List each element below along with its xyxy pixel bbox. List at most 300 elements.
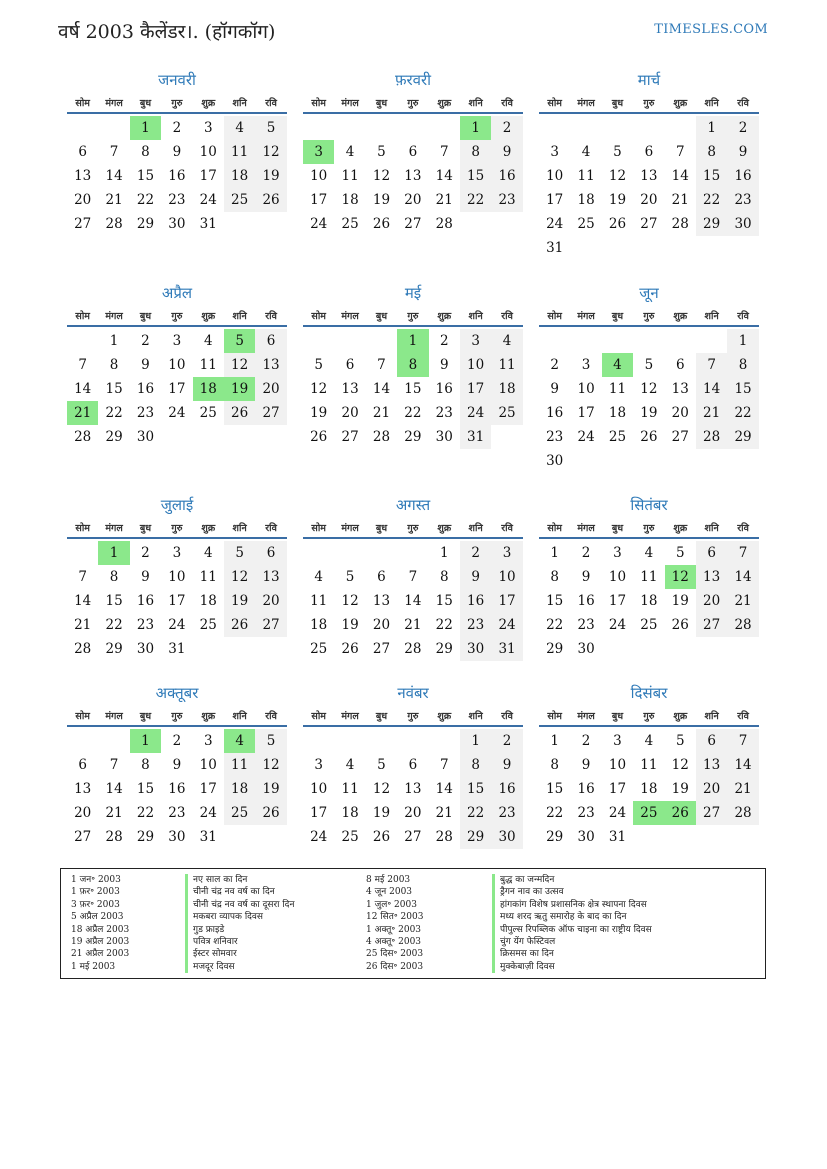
weekday-label: रवि <box>737 98 749 109</box>
day-cell: 13 <box>341 381 359 397</box>
day-cell: 28 <box>671 216 689 232</box>
weekday-label: शुक्र <box>201 98 216 109</box>
day-cell: 16 <box>435 381 453 397</box>
day-cell: 16 <box>546 405 564 421</box>
day-cell: 27 <box>404 216 422 232</box>
day-cell: 20 <box>341 405 359 421</box>
weekday-header <box>539 309 759 327</box>
day-cell: 28 <box>435 829 453 845</box>
day-cell: 1 <box>727 329 758 353</box>
day-cell: 24 <box>199 805 217 821</box>
day-cell: 5 <box>644 357 654 373</box>
weekday-label: शनि <box>704 711 719 722</box>
day-cell: 15 <box>136 168 155 184</box>
day-cell: 8 <box>696 140 727 164</box>
day-cell: 9 <box>727 140 758 164</box>
day-cell: 30 <box>577 641 595 657</box>
holiday-list-item: 8 मई 2003 <box>366 875 411 885</box>
day-cell: 26 <box>310 429 328 445</box>
day-grid <box>303 329 523 449</box>
holiday-day-cell: 26 <box>665 801 696 825</box>
day-cell: 8 <box>460 753 491 777</box>
day-cell: 29 <box>460 825 491 849</box>
empty-day-cell <box>429 729 460 753</box>
day-cell: 23 <box>491 801 522 825</box>
weekday-label: बुध <box>139 98 152 109</box>
holiday-list-item: मुक्केबाज़ी दिवस <box>492 961 652 973</box>
empty-day-cell <box>303 329 334 353</box>
day-grid <box>539 116 759 260</box>
day-cell: 14 <box>74 381 92 397</box>
day-cell: 23 <box>168 192 186 208</box>
day-cell: 21 <box>74 617 92 633</box>
day-cell: 12 <box>372 168 391 184</box>
day-cell: 28 <box>74 429 92 445</box>
month-name: जुलाई <box>160 496 194 514</box>
empty-day-cell <box>366 541 397 565</box>
day-cell: 16 <box>460 589 491 613</box>
day-cell: 18 <box>341 192 359 208</box>
weekday-label: गुरु <box>643 311 655 322</box>
weekday-label: शुक्र <box>673 711 688 722</box>
day-cell: 30 <box>727 212 758 236</box>
day-cell: 21 <box>435 805 453 821</box>
day-cell: 13 <box>640 168 658 184</box>
day-cell: 30 <box>136 429 155 445</box>
empty-day-cell <box>429 116 460 140</box>
holiday-list-item: गुड फ्राइडे <box>185 924 294 936</box>
day-cell: 8 <box>109 569 119 585</box>
day-cell: 15 <box>546 781 564 797</box>
month-name: दिसंबर <box>630 684 668 702</box>
weekday-label: रवि <box>737 711 749 722</box>
day-cell: 18 <box>224 777 255 801</box>
holiday-day-cell: 3 <box>303 140 334 164</box>
day-cell: 3 <box>203 120 213 136</box>
day-cell: 5 <box>377 144 386 160</box>
day-cell: 14 <box>435 168 453 184</box>
day-cell: 19 <box>224 589 255 613</box>
day-cell: 1 <box>696 116 727 140</box>
weekday-label: सोम <box>547 523 562 534</box>
holiday-list-item: पवित्र शनिवार <box>185 936 294 948</box>
weekday-header <box>67 521 287 539</box>
day-cell: 3 <box>172 333 182 349</box>
day-cell: 25 <box>341 216 359 232</box>
day-cell: 10 <box>608 569 627 585</box>
day-cell: 5 <box>345 569 355 585</box>
month-calendar <box>303 495 523 661</box>
day-cell: 26 <box>255 801 286 825</box>
day-cell: 5 <box>314 357 323 373</box>
day-cell: 23 <box>168 805 186 821</box>
month-name: नवंबर <box>397 684 429 702</box>
day-cell: 14 <box>404 593 422 609</box>
day-cell: 21 <box>727 777 758 801</box>
day-cell: 24 <box>577 429 595 445</box>
day-cell: 10 <box>546 168 564 184</box>
day-cell: 15 <box>404 381 422 397</box>
day-cell: 18 <box>640 781 658 797</box>
day-cell: 9 <box>460 565 491 589</box>
holiday-list-item: ईस्टर सोमवार <box>185 948 294 960</box>
weekday-header <box>67 309 287 327</box>
weekday-label: सोम <box>311 523 326 534</box>
day-cell: 19 <box>255 164 286 188</box>
holiday-names-left <box>185 874 294 973</box>
day-cell: 15 <box>727 377 758 401</box>
weekday-label: मंगल <box>341 311 359 322</box>
day-cell: 26 <box>671 617 689 633</box>
day-cell: 7 <box>727 541 758 565</box>
holiday-list-item: 5 अप्रैल 2003 <box>71 912 124 923</box>
day-cell: 20 <box>404 192 422 208</box>
holiday-day-cell: 18 <box>193 377 224 401</box>
day-cell: 31 <box>460 425 491 449</box>
month-name: सितंबर <box>630 496 668 514</box>
day-cell: 2 <box>491 116 522 140</box>
day-cell: 16 <box>577 593 595 609</box>
day-cell: 17 <box>608 781 627 797</box>
day-cell: 11 <box>640 757 658 773</box>
day-cell: 12 <box>255 140 286 164</box>
day-cell: 6 <box>408 757 418 773</box>
day-cell: 9 <box>439 357 449 373</box>
empty-day-cell <box>696 329 727 353</box>
day-cell: 4 <box>224 116 255 140</box>
day-cell: 28 <box>372 429 391 445</box>
day-cell: 20 <box>640 192 658 208</box>
day-cell: 13 <box>74 781 92 797</box>
day-cell: 10 <box>310 781 328 797</box>
weekday-label: बुध <box>139 523 152 534</box>
weekday-header <box>303 521 523 539</box>
weekday-label: बुध <box>375 311 388 322</box>
day-cell: 22 <box>546 617 564 633</box>
day-cell: 10 <box>577 381 595 397</box>
day-cell: 14 <box>105 168 123 184</box>
holiday-list-item: 12 सित॰ 2003 <box>366 912 424 923</box>
day-cell: 30 <box>168 829 186 845</box>
day-cell: 19 <box>608 192 627 208</box>
weekday-header <box>539 96 759 114</box>
weekday-label: सोम <box>311 311 326 322</box>
day-cell: 23 <box>546 429 564 445</box>
day-cell: 17 <box>168 593 186 609</box>
day-cell: 21 <box>696 401 727 425</box>
holiday-day-cell: 1 <box>397 329 428 353</box>
day-cell: 23 <box>136 617 155 633</box>
day-grid <box>303 116 523 236</box>
day-cell: 16 <box>577 781 595 797</box>
weekday-label: गुरु <box>171 711 183 722</box>
month-name: जनवरी <box>158 71 196 89</box>
holiday-list-item: पीपुल्स रिपब्लिक ऑफ चाइना का राष्ट्रीय दिवस <box>492 924 652 936</box>
day-cell: 10 <box>168 357 186 373</box>
day-cell: 16 <box>168 168 186 184</box>
holiday-list-item: 19 अप्रैल 2003 <box>71 936 130 947</box>
weekday-label: गुरु <box>171 98 183 109</box>
day-cell: 4 <box>345 144 355 160</box>
day-cell: 31 <box>491 637 522 661</box>
day-cell: 13 <box>74 168 92 184</box>
weekday-label: बुध <box>375 711 388 722</box>
day-cell: 1 <box>550 733 559 749</box>
weekday-header <box>67 709 287 727</box>
day-cell: 4 <box>644 733 654 749</box>
day-cell: 7 <box>408 569 418 585</box>
day-cell: 12 <box>671 757 689 773</box>
weekday-label: शनि <box>468 711 483 722</box>
weekday-label: शनि <box>704 523 719 534</box>
day-cell: 27 <box>696 613 727 637</box>
day-cell: 27 <box>696 801 727 825</box>
day-cell: 3 <box>314 757 323 773</box>
day-cell: 2 <box>141 545 150 561</box>
empty-day-cell <box>98 116 129 140</box>
day-cell: 5 <box>255 729 286 753</box>
day-cell: 24 <box>491 613 522 637</box>
month-calendar <box>303 283 523 449</box>
weekday-label: सोम <box>75 711 90 722</box>
day-cell: 23 <box>460 613 491 637</box>
day-cell: 11 <box>341 168 359 184</box>
weekday-label: बुध <box>375 98 388 109</box>
holiday-list-item: 4 जून 2003 <box>366 887 413 898</box>
day-cell: 13 <box>404 168 422 184</box>
day-grid <box>539 729 759 849</box>
day-cell: 16 <box>727 164 758 188</box>
empty-day-cell <box>303 729 334 753</box>
day-cell: 8 <box>727 353 758 377</box>
day-cell: 2 <box>727 116 758 140</box>
day-cell: 15 <box>105 381 123 397</box>
holiday-list-item: 25 दिस॰ 2003 <box>366 949 424 960</box>
weekday-label: रवि <box>265 711 277 722</box>
weekday-label: शनि <box>232 711 247 722</box>
day-cell: 24 <box>168 617 186 633</box>
day-cell: 15 <box>546 593 564 609</box>
empty-day-cell <box>366 329 397 353</box>
weekday-label: शुक्र <box>437 711 452 722</box>
empty-day-cell <box>366 729 397 753</box>
day-cell: 21 <box>372 405 391 421</box>
day-cell: 14 <box>105 781 123 797</box>
weekday-header <box>67 96 287 114</box>
day-cell: 18 <box>341 805 359 821</box>
day-cell: 21 <box>671 192 689 208</box>
holiday-day-cell: 1 <box>460 116 491 140</box>
day-cell: 20 <box>671 405 689 421</box>
day-cell: 7 <box>109 144 119 160</box>
day-cell: 28 <box>435 216 453 232</box>
empty-day-cell <box>67 329 98 353</box>
month-name: मार्च <box>637 71 661 89</box>
day-cell: 8 <box>439 569 449 585</box>
day-cell: 10 <box>310 168 328 184</box>
day-cell: 16 <box>136 381 155 397</box>
holiday-list-item: चुंग येंग फेस्टिवल <box>492 936 652 948</box>
day-cell: 13 <box>255 565 286 589</box>
day-cell: 8 <box>550 757 559 773</box>
day-cell: 17 <box>168 381 186 397</box>
empty-day-cell <box>602 329 633 353</box>
holiday-list-item: 21 अप्रैल 2003 <box>71 949 130 960</box>
weekday-label: मंगल <box>577 523 595 534</box>
weekday-label: शनि <box>704 98 719 109</box>
day-cell: 11 <box>341 781 359 797</box>
day-cell: 5 <box>224 541 255 565</box>
holiday-list-item: 3 फ़र॰ 2003 <box>71 899 120 910</box>
day-cell: 28 <box>74 641 92 657</box>
day-cell: 20 <box>404 805 422 821</box>
day-grid <box>67 116 287 236</box>
holiday-list-item: 1 मई 2003 <box>71 961 116 972</box>
day-cell: 24 <box>199 192 217 208</box>
day-cell: 2 <box>460 541 491 565</box>
day-cell: 19 <box>372 805 391 821</box>
month-name: फ़रवरी <box>394 71 432 89</box>
day-cell: 28 <box>404 641 422 657</box>
day-cell: 24 <box>608 805 627 821</box>
holiday-list-item: चीनी चंद्र नव वर्ष का दूसरा दिन <box>185 899 294 911</box>
day-cell: 23 <box>491 188 522 212</box>
day-cell: 6 <box>696 541 727 565</box>
weekday-label: रवि <box>737 523 749 534</box>
day-cell: 25 <box>224 801 255 825</box>
day-cell: 6 <box>675 357 685 373</box>
day-cell: 12 <box>224 353 255 377</box>
day-cell: 24 <box>310 216 328 232</box>
day-cell: 4 <box>491 329 522 353</box>
day-cell: 12 <box>608 168 627 184</box>
day-cell: 22 <box>727 401 758 425</box>
day-cell: 9 <box>550 381 559 397</box>
day-cell: 16 <box>491 164 522 188</box>
day-cell: 17 <box>199 781 217 797</box>
day-cell: 3 <box>613 733 622 749</box>
holiday-day-cell: 21 <box>67 401 98 425</box>
weekday-label: गुरु <box>407 523 419 534</box>
day-cell: 27 <box>372 641 391 657</box>
day-cell: 27 <box>74 829 92 845</box>
day-cell: 26 <box>640 429 658 445</box>
day-cell: 13 <box>404 781 422 797</box>
day-cell: 27 <box>671 429 689 445</box>
weekday-label: गुरु <box>171 523 183 534</box>
weekday-header <box>539 709 759 727</box>
holiday-list-item: हांगकांग विशेष प्रशासनिक क्षेत्र स्थापना दिवस <box>492 899 652 911</box>
day-cell: 22 <box>460 188 491 212</box>
day-cell: 15 <box>696 164 727 188</box>
weekday-label: रवि <box>501 98 513 109</box>
empty-day-cell <box>98 729 129 753</box>
day-cell: 19 <box>671 781 689 797</box>
day-cell: 4 <box>314 569 323 585</box>
day-cell: 6 <box>78 757 87 773</box>
day-cell: 9 <box>172 757 182 773</box>
holiday-list-item: 1 फ़र॰ 2003 <box>71 887 120 898</box>
day-cell: 22 <box>460 801 491 825</box>
weekday-label: गुरु <box>407 98 419 109</box>
weekday-label: रवि <box>501 711 513 722</box>
day-cell: 6 <box>644 144 654 160</box>
day-cell: 15 <box>105 593 123 609</box>
day-cell: 4 <box>581 144 591 160</box>
empty-day-cell <box>67 541 98 565</box>
weekday-label: गुरु <box>407 711 419 722</box>
day-cell: 25 <box>577 216 595 232</box>
day-cell: 9 <box>581 757 591 773</box>
day-cell: 19 <box>341 617 359 633</box>
day-cell: 7 <box>78 357 87 373</box>
day-cell: 13 <box>696 753 727 777</box>
day-cell: 23 <box>727 188 758 212</box>
day-cell: 4 <box>203 333 213 349</box>
day-cell: 23 <box>435 405 453 421</box>
holiday-day-cell: 4 <box>224 729 255 753</box>
empty-day-cell <box>602 116 633 140</box>
day-cell: 27 <box>74 216 92 232</box>
day-cell: 7 <box>439 144 449 160</box>
month-calendar <box>67 283 287 449</box>
day-cell: 17 <box>310 192 328 208</box>
day-cell: 25 <box>310 641 328 657</box>
weekday-header <box>303 96 523 114</box>
day-cell: 17 <box>577 405 595 421</box>
weekday-label: सोम <box>547 311 562 322</box>
holiday-list <box>60 868 766 979</box>
day-cell: 5 <box>377 757 386 773</box>
month-calendar <box>303 70 523 236</box>
day-cell: 8 <box>460 140 491 164</box>
day-cell: 30 <box>460 637 491 661</box>
site-brand-link[interactable]: TIMESLES.COM <box>654 22 768 37</box>
day-cell: 12 <box>310 381 328 397</box>
weekday-label: सोम <box>311 98 326 109</box>
weekday-label: रवि <box>265 98 277 109</box>
day-cell: 7 <box>727 729 758 753</box>
day-cell: 26 <box>224 613 255 637</box>
weekday-label: सोम <box>311 711 326 722</box>
empty-day-cell <box>334 541 365 565</box>
weekday-label: रवि <box>265 523 277 534</box>
day-cell: 27 <box>341 429 359 445</box>
weekday-label: शनि <box>468 311 483 322</box>
weekday-label: गुरु <box>407 311 419 322</box>
day-cell: 7 <box>696 353 727 377</box>
holiday-list-item: नए साल का दिन <box>185 874 294 886</box>
weekday-header <box>303 709 523 727</box>
holiday-day-cell: 1 <box>98 541 129 565</box>
day-cell: 19 <box>255 777 286 801</box>
empty-day-cell <box>539 116 570 140</box>
day-cell: 14 <box>671 168 689 184</box>
day-cell: 10 <box>168 569 186 585</box>
day-cell: 30 <box>577 829 595 845</box>
day-cell: 10 <box>199 144 217 160</box>
day-cell: 19 <box>671 593 689 609</box>
day-cell: 9 <box>141 357 150 373</box>
empty-day-cell <box>397 541 428 565</box>
day-cell: 28 <box>105 829 123 845</box>
day-cell: 7 <box>78 569 87 585</box>
empty-day-cell <box>67 116 98 140</box>
day-cell: 11 <box>608 381 627 397</box>
day-cell: 11 <box>224 140 255 164</box>
day-cell: 31 <box>608 829 627 845</box>
day-cell: 22 <box>546 805 564 821</box>
